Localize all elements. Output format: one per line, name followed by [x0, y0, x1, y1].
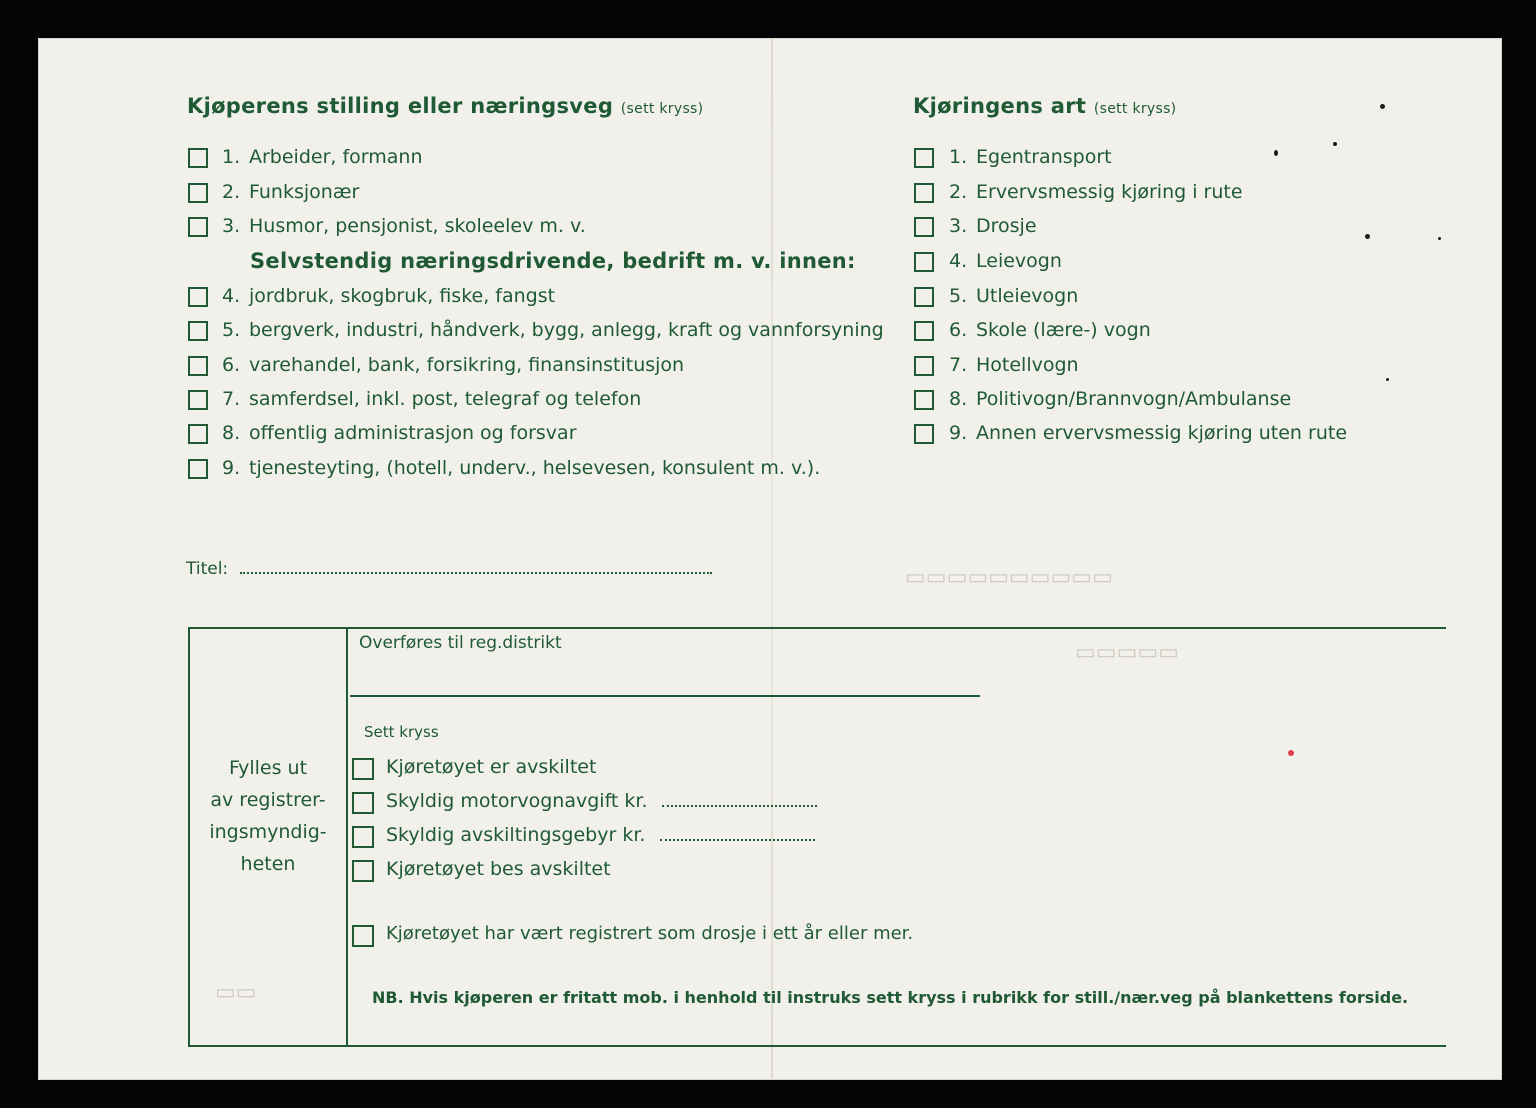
option-number: 7.	[222, 388, 241, 410]
dust-speck	[1386, 378, 1389, 381]
checkbox-buyer-4[interactable]	[188, 287, 208, 307]
show-through-mark: ▭▭	[215, 980, 257, 1005]
driving-type-title-text: Kjøringens art	[913, 94, 1087, 118]
show-through-mark: ▭▭▭▭▭▭▭▭▭▭	[905, 565, 1113, 590]
option-label: jordbruk, skogbruk, fiske, fangst	[249, 285, 556, 307]
plate-fee-label: Skyldig avskiltingsgebyr kr.	[386, 824, 646, 846]
checkbox-driving-3[interactable]	[914, 217, 934, 237]
checkbox-driving-2[interactable]	[914, 183, 934, 203]
check-label-plate-fee-owed	[386, 824, 815, 846]
option-number: 8.	[222, 422, 241, 444]
vehicle-tax-amount-line[interactable]	[662, 791, 817, 807]
option-label: Husmor, pensjonist, skoleelev m. v.	[249, 215, 586, 237]
checkbox-buyer-6[interactable]	[188, 356, 208, 376]
option-number: 2.	[949, 181, 968, 203]
buyer-option-8	[222, 422, 577, 444]
driving-option-8	[949, 388, 1291, 410]
buyer-occupation-note: (sett kryss)	[620, 101, 704, 117]
buyer-option-2	[222, 181, 359, 203]
option-label: bergverk, industri, håndverk, bygg, anlegg, kraft og vannforsyning	[249, 319, 884, 341]
driving-option-2	[949, 181, 1243, 203]
option-label: Ervervsmessig kjøring i rute	[976, 181, 1243, 203]
buyer-occupation-title-text: Kjøperens stilling eller næringsveg	[187, 94, 614, 118]
checkbox-driving-4[interactable]	[914, 252, 934, 272]
buyer-option-6	[222, 354, 684, 376]
side-label-line: av registrer-	[210, 789, 326, 811]
title-field	[186, 558, 712, 579]
dust-speck	[1365, 234, 1370, 239]
side-label-line: ingsmyndig-	[209, 821, 327, 843]
transfer-district-label: Overføres til reg.distrikt	[359, 633, 562, 653]
driving-option-9	[949, 422, 1347, 444]
option-number: 2.	[222, 181, 241, 203]
buyer-option-9	[222, 457, 820, 479]
check-label-deregistered: Kjøretøyet er avskiltet	[386, 756, 597, 778]
option-label: samferdsel, inkl. post, telegraf og telefon	[249, 388, 642, 410]
side-label-line: Fylles ut	[228, 757, 308, 779]
checkbox-taxi-registered[interactable]	[352, 925, 374, 947]
driving-option-1	[949, 146, 1112, 168]
authority-side-label	[190, 752, 346, 880]
plate-fee-amount-line[interactable]	[660, 825, 815, 841]
dust-speck	[1438, 237, 1441, 240]
checkbox-plate-fee-owed[interactable]	[352, 826, 374, 848]
buyer-option-3	[222, 215, 586, 237]
option-number: 3.	[222, 215, 241, 237]
option-number: 6.	[949, 319, 968, 341]
checkbox-request-deregistration[interactable]	[352, 860, 374, 882]
transfer-district-input-line[interactable]	[350, 695, 980, 697]
option-number: 4.	[949, 250, 968, 272]
checkbox-buyer-8[interactable]	[188, 424, 208, 444]
driving-option-5	[949, 285, 1078, 307]
option-label: Egentransport	[976, 146, 1112, 168]
driving-type-title	[913, 94, 1176, 118]
option-label: offentlig administrasjon og forsvar	[249, 422, 577, 444]
dust-speck	[1333, 142, 1337, 146]
option-number: 5.	[949, 285, 968, 307]
checkbox-deregistered[interactable]	[352, 758, 374, 780]
checkbox-driving-8[interactable]	[914, 390, 934, 410]
vehicle-tax-label: Skyldig motorvognavgift kr.	[386, 790, 648, 812]
option-label: Arbeider, formann	[249, 146, 423, 168]
title-input-line[interactable]	[240, 558, 712, 574]
option-number: 9.	[949, 422, 968, 444]
dust-speck	[1380, 104, 1385, 109]
option-label: varehandel, bank, forsikring, finansinstitusjon	[249, 354, 685, 376]
option-label: Politivogn/Brannvogn/Ambulanse	[976, 388, 1292, 410]
check-label-vehicle-tax-owed	[386, 790, 817, 812]
option-label: tjenesteyting, (hotell, underv., helsevesen, konsulent m. v.).	[249, 457, 821, 479]
driving-option-7	[949, 354, 1079, 376]
checkbox-driving-9[interactable]	[914, 424, 934, 444]
checkbox-buyer-2[interactable]	[188, 183, 208, 203]
driving-option-6	[949, 319, 1151, 341]
checkbox-driving-1[interactable]	[914, 148, 934, 168]
self-employed-subheading: Selvstendig næringsdrivende, bedrift m. v. innen:	[250, 249, 856, 273]
authority-box	[188, 627, 1446, 1047]
buyer-option-5	[222, 319, 884, 341]
authority-box-divider	[346, 627, 348, 1047]
option-label: Drosje	[976, 215, 1037, 237]
driving-type-note: (sett kryss)	[1093, 101, 1177, 117]
buyer-occupation-title	[187, 94, 703, 118]
buyer-option-7	[222, 388, 641, 410]
checkbox-driving-7[interactable]	[914, 356, 934, 376]
check-label-taxi-registered: Kjøretøyet har vært registrert som drosje i ett år eller mer.	[386, 923, 914, 944]
option-label: Annen ervervsmessig kjøring uten rute	[976, 422, 1348, 444]
dust-speck	[1274, 150, 1278, 156]
side-label-line: heten	[240, 853, 296, 875]
show-through-mark: ▭▭▭▭▭	[1075, 640, 1179, 665]
option-number: 5.	[222, 319, 241, 341]
sett-kryss-label: Sett kryss	[364, 723, 439, 741]
option-label: Funksjonær	[249, 181, 360, 203]
checkbox-buyer-5[interactable]	[188, 321, 208, 341]
checkbox-vehicle-tax-owed[interactable]	[352, 792, 374, 814]
title-label: Titel:	[186, 559, 229, 579]
checkbox-driving-6[interactable]	[914, 321, 934, 341]
option-label: Utleievogn	[976, 285, 1079, 307]
option-number: 1.	[949, 146, 968, 168]
check-label-request-deregistration: Kjøretøyet bes avskiltet	[386, 858, 611, 880]
option-number: 1.	[222, 146, 241, 168]
driving-option-4	[949, 250, 1062, 272]
option-label: Leievogn	[976, 250, 1062, 272]
option-number: 8.	[949, 388, 968, 410]
option-number: 3.	[949, 215, 968, 237]
option-number: 9.	[222, 457, 241, 479]
checkbox-driving-5[interactable]	[914, 287, 934, 307]
checkbox-buyer-3[interactable]	[188, 217, 208, 237]
buyer-option-1	[222, 146, 423, 168]
checkbox-buyer-9[interactable]	[188, 459, 208, 479]
driving-option-3	[949, 215, 1037, 237]
exemption-note: NB. Hvis kjøperen er fritatt mob. i henhold til instruks sett kryss i rubrikk for still./nær.veg på blankettens forside.	[372, 988, 1409, 1007]
option-number: 4.	[222, 285, 241, 307]
buyer-option-4	[222, 285, 555, 307]
option-number: 7.	[949, 354, 968, 376]
checkbox-buyer-7[interactable]	[188, 390, 208, 410]
option-number: 6.	[222, 354, 241, 376]
checkbox-buyer-1[interactable]	[188, 148, 208, 168]
option-label: Skole (lære-) vogn	[976, 319, 1151, 341]
option-label: Hotellvogn	[976, 354, 1079, 376]
